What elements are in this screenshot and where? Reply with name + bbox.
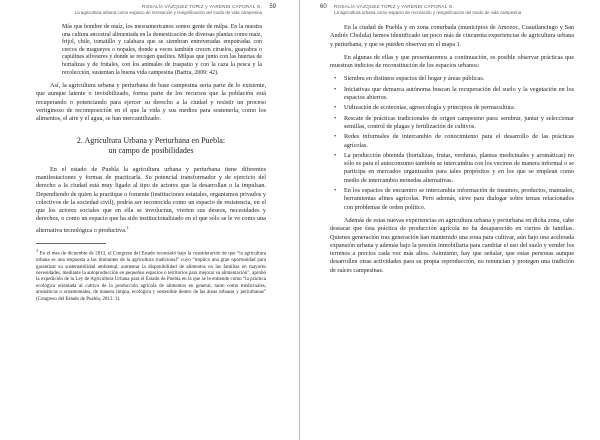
list-item: • Utilización de ecotecnias, agroecología y principios de permacultura. — [330, 104, 574, 112]
footnote — [36, 248, 266, 303]
list-item: • La producción obtenida (hortalizas, frutas, verduras, plantas medicinales y aromáticas) no sólo es para el autoconsumo también se intercambia con los vecinos de manera informal o se participa en mercados organizados para tales propósitos y en los que se emplean como medio de intercambio monedas alternativas. — [330, 152, 574, 185]
right-page — [300, 0, 600, 440]
page-number: 60 — [320, 4, 327, 10]
running-author: ROSALÍA VÁZQUEZ TORIZ y YARENDI CAPORAL G. — [334, 4, 454, 9]
footnote-number: 3 — [36, 248, 38, 254]
list-item: • En los espacios de encuentro se intercambia información de insumos, productos, manuales, herramientas afines agrícolas. Pero además, sirve para dialogar sobre temas relacionados con problemas de orden político. — [330, 187, 574, 212]
body-paragraph: En algunas de ellas y que presentaremos a continuación, es posible observar prácticas que muestran indicios de reconstitución de los espacios urbanos: — [330, 53, 574, 70]
running-title: La agricultura urbana como espacio de recreación y resignificación del modo de vida campesina — [74, 10, 262, 15]
page-number: 59 — [269, 4, 276, 10]
footnote-reference[interactable]: 3 — [126, 224, 129, 230]
footnote-divider — [36, 243, 106, 244]
body-paragraph-text: En el estado de Puebla la agricultura urbana y periurbana tiene diferentes manifestaciones y formas de practicarla. Su potencial transformador y de ejercicio del derecho a la ciudad está muy ligado al tipo de actores que la desarrollan o la impulsan. Dependiendo de quien la practique o fomente (instituciones estatales, organismos privados y colectivos de la sociedad civil), podría ser reconocida como un espacio de resistencia, en el que los actores sociales que en ella se involucran, vierten sus deseos, necesidades y derechos, o como un espacio que ha sido institucionalizado en el que sólo se le ve como una alternativa tecnológica o productiva. — [36, 165, 266, 234]
right-page-header — [320, 4, 574, 15]
section-heading-line: un campo de posibilidades — [108, 145, 194, 155]
section-heading — [36, 136, 266, 156]
left-page-header — [40, 4, 276, 15]
body-paragraph — [36, 166, 266, 235]
body-paragraph: Así, la agricultura urbana y periurbana de base campesina sería parte de lo existente, que aunque latente o invisibilizado, forma parte de los recursos que la población está recuperando o potenciando para ejercer su derecho a la ciudad y resistir un proceso vertiginoso de recomposición en el que la vida y sus medios para sostenerla, como los alimentos, el aire y el agua, se han mercantilizado. — [36, 82, 266, 123]
section-heading-line: 2. Agricultura Urbana y Periurbana en Puebla: — [76, 135, 226, 145]
list-item: • Siembra en distintos espacios del hogar y áreas públicas. — [330, 75, 574, 83]
left-page-body — [36, 24, 266, 303]
running-author: ROSALÍA VÁZQUEZ TORIZ y YARENDI CAPORAL G. — [142, 4, 262, 9]
practices-list — [330, 75, 574, 211]
block-quote: Más que hombre de maíz, los mesoamericanos somos gente de milpa. En la nuestra una cultura ancestral alimentada en la domesticación de diversas plantas como maíz, frijol, chile, tomatillo y calabaza que se siembran entreveradas empotradas con cercos de magueyes o nopales, donde a veces también crecen ciruelos, guayabos o capulines silvestres y donde se recogen quelites. Milpas que junto con las huertas de hortalizas y de frutales, con los animales de traspatio y con la caza la pesca y la recolección, sustentan la buena vida campesina (Bartra, 2009: 42). — [62, 24, 262, 76]
list-item: • Iniciativas que demarca autónoma buscan la recuperación del suelo y la vegetación en los espacios abiertos. — [330, 86, 574, 103]
footnote-text: En el mes de diciembre de 2013, el Congreso del Estado reconsoló bajo la consideración de que “la agricultura urbana es una respuesta a las limitantes de la agricultura tradicional” cuyo “implica una gran oportunidad para garantizar su sustentabilidad ambiental, aumentar la disponibilidad de alimentos en las familias en mayores necesidades, mediante la autoproducción en pequeños espacios o territorios para mejorar su alimentación”, aprobó la expedición de la Ley de Agricultura Urbana para el Estado de Puebla en la que se le entiende como “la práctica ecológica orientada al cultivo de la producción agrícola de alimentos en general, tanto como medicinales, aromáticas u ornamentales, de manera limpia, ecológica y sostenible dentro de las áreas urbanas y periurbanas” (Congreso del Estado de Puebla, 2013: 3). — [36, 251, 266, 302]
body-paragraph: Además de estas nuevas experiencias en agricultura urbana y periurbana en dicha zona, cabe destacar que ésta práctica de producción agrícola no ha desaparecido en ciertos de familias. Quienes generación tras generación han mantenido una zona para cultivar, aún bajo una acelerada expansión urbana y además bajo la presión inmobiliaria para cambiar el uso del suelo y vender los terrenos a precios cada vez más altos. Asimismo, hay que señalar, que estas personas aunque desarrollen otras actividades para su propia reproducción, no renuncian y protegen una tradición de raíces campesinas. — [330, 216, 574, 274]
list-item: • Redes informales de intercambio de conocimiento para el desarrollo de las prácticas agrícolas. — [330, 133, 574, 150]
list-item: • Rescate de prácticas tradicionales de origen campesino para: sembrar, juntar y seleccionar semillas, control de plagas y fertilización de cultivos. — [330, 115, 574, 132]
body-paragraph: En la ciudad de Puebla y en zona conurbada (municipios de Amozoc, Cuautlancingo y San Andrés Cholula) hemos identificado un poco más de cincuenta experiencias de agricultura urbana y periurbana, y que se pueden observar en el mapa 1. — [330, 24, 574, 48]
right-page-body — [330, 24, 574, 275]
running-title: La agricultura urbana como espacio de recreación y resignificación del modo de vida campesina — [334, 10, 522, 15]
